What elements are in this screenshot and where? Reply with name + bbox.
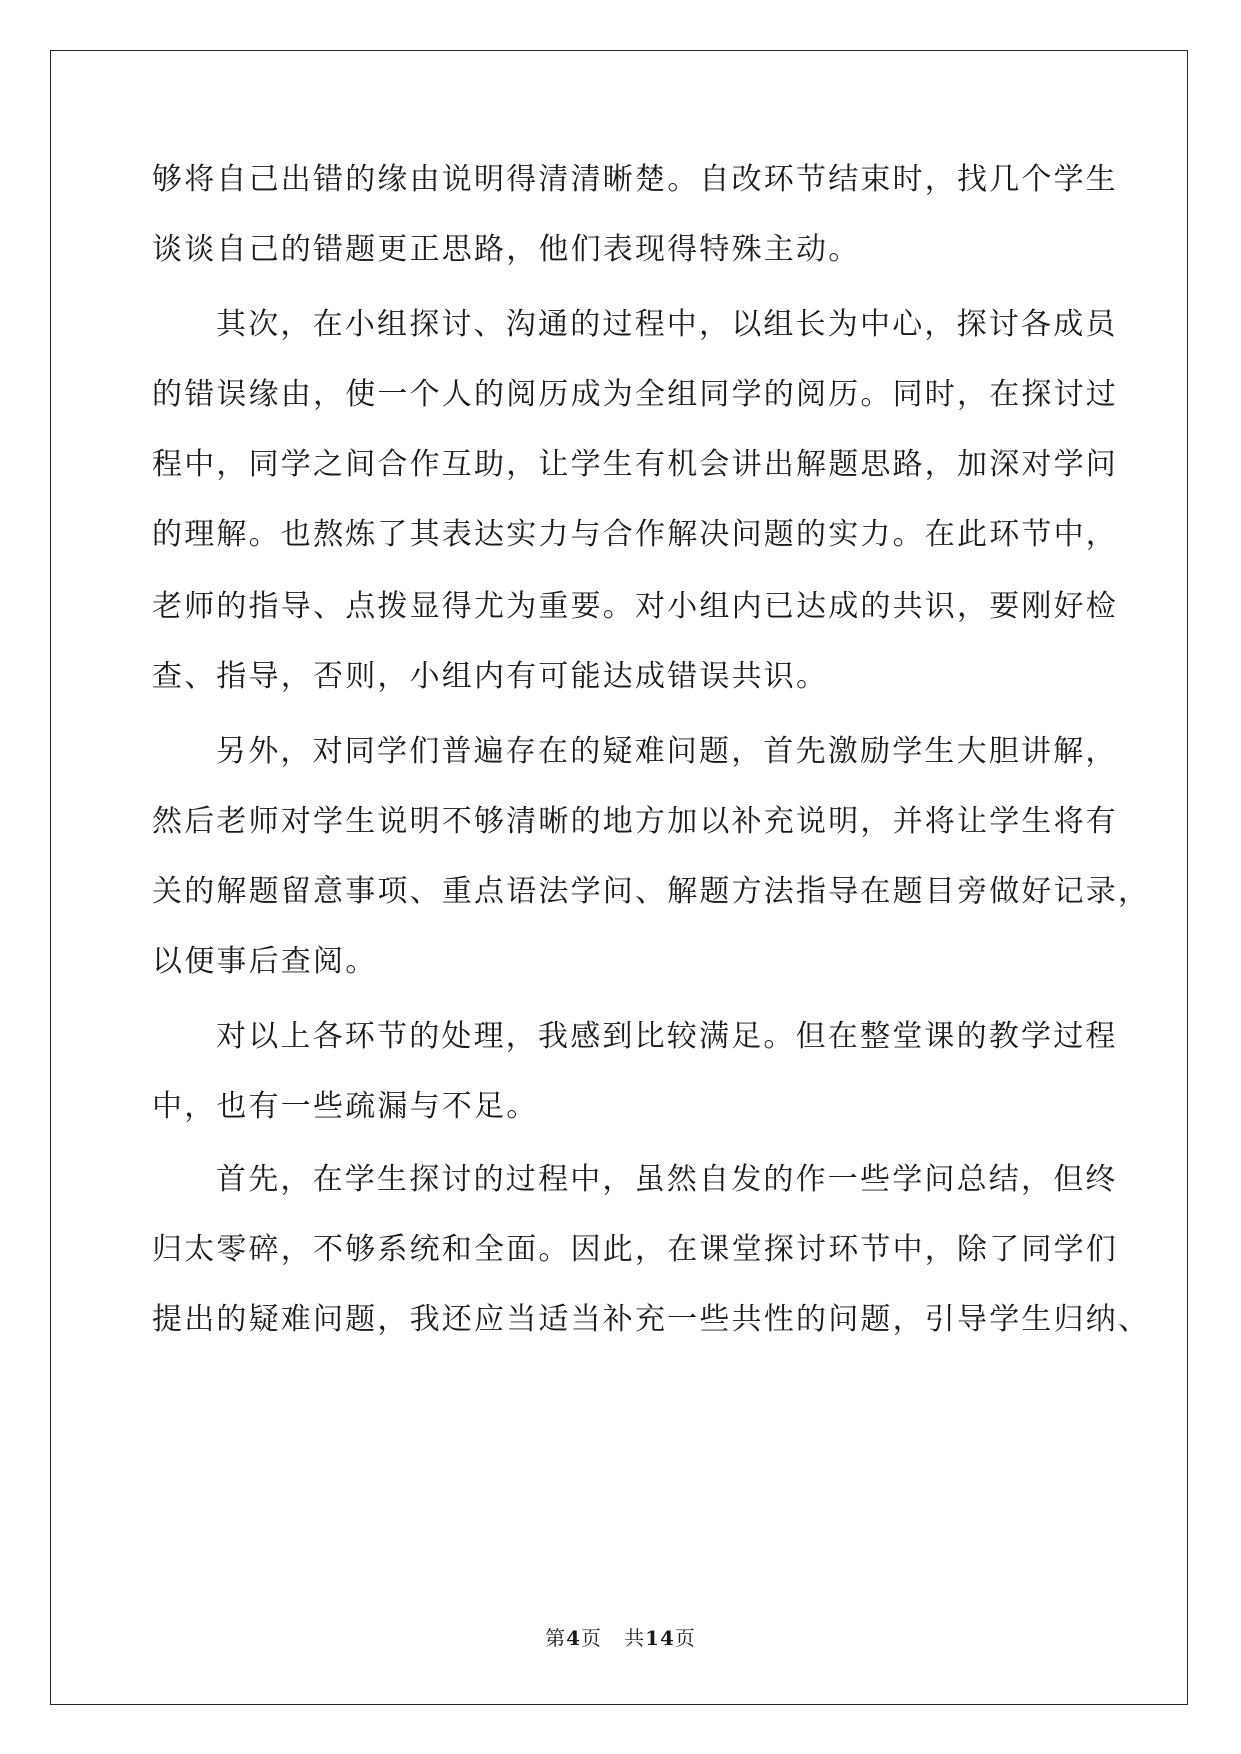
text-line: 老师的指导、点拨显得尤为重要。对小组内已达成的共识，要刚好检: [152, 589, 1118, 624]
text-line: 关的解题留意事项、重点语法学问、解题方法指导在题目旁做好记录，: [152, 874, 1151, 909]
text-line: 提出的疑难问题，我还应当适当补充一些共性的问题，引导学生归纳、: [152, 1302, 1151, 1337]
paragraph-first-line: 其次，在小组探讨、沟通的过程中，以组长为中心，探讨各成员: [216, 307, 1118, 342]
page-footer: [0, 1626, 1241, 1650]
text-line: 归太零碎，不够系统和全面。因此，在课堂探讨环节中，除了同学们: [152, 1232, 1118, 1267]
text-line: 程中，同学之间合作互助，让学生有机会讲出解题思路，加深对学问: [152, 447, 1118, 482]
text-line: 够将自己出错的缘由说明得清清晰楚。自改环节结束时，找几个学生: [152, 162, 1118, 197]
text-line: 然后老师对学生说明不够清晰的地方加以补充说明，并将让学生将有: [152, 804, 1118, 839]
text-line: 的错误缘由，使一个人的阅历成为全组同学的阅历。同时，在探讨过: [152, 377, 1118, 412]
text-line: 的理解。也熬炼了其表达实力与合作解决问题的实力。在此环节中，: [152, 517, 1118, 552]
footer-page-word: 页: [581, 1626, 602, 1650]
current-page-number: 4: [566, 1626, 581, 1650]
paragraph-first-line: 另外，对同学们普遍存在的疑难问题，首先激励学生大胆讲解，: [216, 734, 1118, 769]
footer-total-prefix: 共: [624, 1626, 646, 1650]
paragraph-first-line: 对以上各环节的处理，我感到比较满足。但在整堂课的教学过程: [216, 1019, 1118, 1054]
text-line: 中，也有一些疏漏与不足。: [152, 1089, 539, 1124]
total-pages-number: 14: [645, 1626, 675, 1650]
footer-total-suffix: 页: [674, 1626, 696, 1650]
paragraph-first-line: 首先，在学生探讨的过程中，虽然自发的作一些学问总结，但终: [216, 1162, 1118, 1197]
footer-prefix: 第: [545, 1626, 567, 1650]
text-line: 以便事后查阅。: [152, 944, 378, 979]
text-line: 查、指导，否则，小组内有可能达成错误共识。: [152, 659, 829, 694]
text-line: 谈谈自己的错题更正思路，他们表现得特殊主动。: [152, 232, 861, 267]
